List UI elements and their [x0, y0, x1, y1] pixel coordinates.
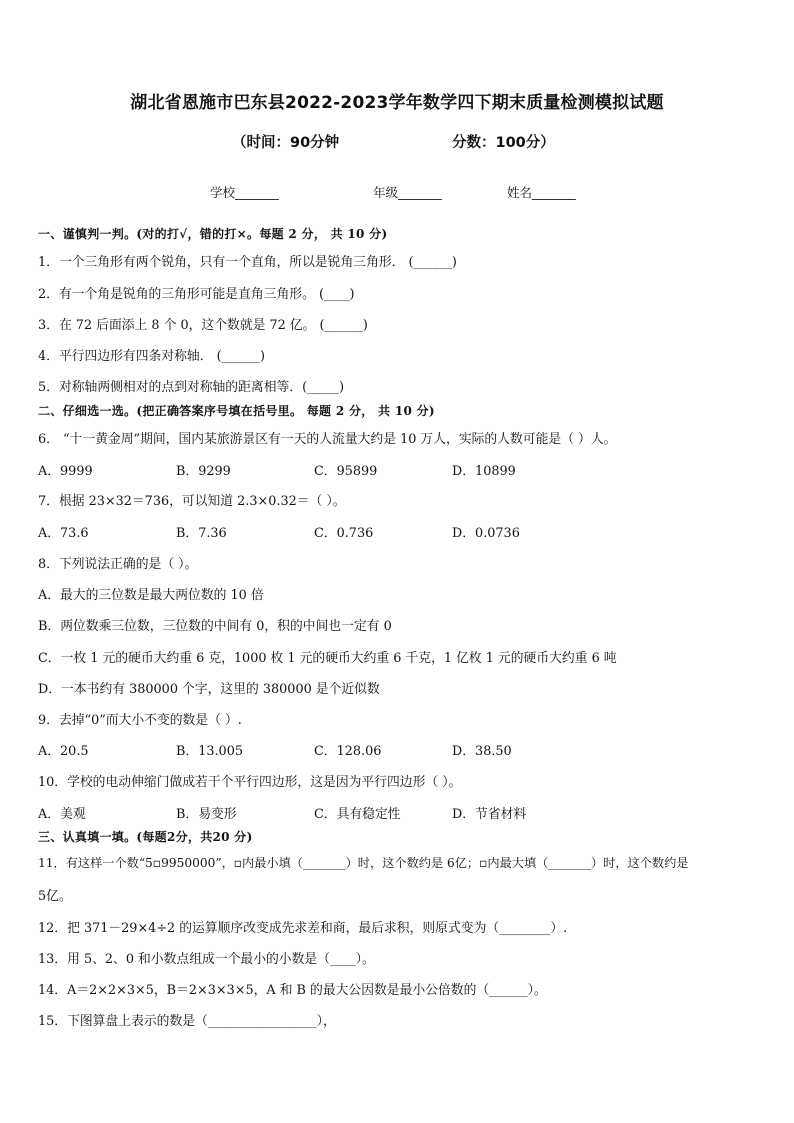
q10-option-b: B．易变形: [176, 807, 237, 822]
q8-option-a: A．最大的三位数是最大两位数的 10 倍: [38, 588, 264, 603]
question-9: 9．去掉“0”而大小不变的数是（ ）.: [38, 713, 242, 728]
question-3: 3．在 72 后面添上 8 个 0，这个数就是 72 亿。 (______): [38, 318, 368, 333]
exam-title: 湖北省恩施市巴东县2022-2023学年数学四下期末质量检测模拟试题: [130, 93, 664, 113]
question-4: 4．平行四边形有四条对称轴． (______): [38, 349, 265, 364]
q7-option-c: C．0.736: [314, 526, 374, 541]
q7-option-b: B．7.36: [176, 526, 227, 541]
section-judge: 一、谨慎判一判。(对的打√，错的打×。每题 2 分， 共 10 分): [38, 227, 388, 241]
q10-option-c: C．具有稳定性: [314, 807, 401, 822]
grade-field: 年级_______: [373, 185, 442, 200]
question-12: 12．把 371－29×4÷2 的运算顺序改变成先求差和商，最后求积，则原式变为（________）.: [38, 921, 568, 936]
section-fill: 三、认真填一填。(每题2分，共20 分): [38, 830, 253, 844]
question-2: 2．有一个角是锐角的三角形可能是直角三角形。 (____): [38, 287, 355, 302]
q9-option-b: B．13.005: [176, 744, 243, 759]
q9-option-c: C．128.06: [314, 744, 382, 759]
exam-score: 分数：100分）: [452, 135, 555, 151]
question-1: 1．一个三角形有两个锐角，只有一个直角，所以是锐角三角形． (______): [38, 255, 457, 270]
q6-option-d: D．10899: [452, 464, 516, 479]
q7-option-d: D．0.0736: [452, 526, 520, 541]
name-field: 姓名_______: [507, 185, 576, 200]
school-field: 学校_______: [210, 185, 279, 200]
question-11: 11．有这样一个数“5▫9950000”，▫内最小填（_______）时，这个数约是 6亿；▫内最大填（_______）时，这个数约是: [38, 856, 689, 870]
q8-option-b: B．两位数乘三位数，三位数的中间有 0，积的中间也一定有 0: [38, 619, 392, 634]
question-15: 15．下图算盘上表示的数是（_________________），: [38, 1014, 336, 1029]
q8-option-c: C．一枚 1 元的硬币大约重 6 克，1000 枚 1 元的硬币大约重 6 千克，1 亿枚 1 元的硬币大约重 6 吨: [38, 651, 617, 666]
question-14: 14．A＝2×2×3×5，B＝2×3×3×5，A 和 B 的最大公因数是最小公倍数的（______）。: [38, 983, 547, 998]
q6-option-a: A．9999: [38, 464, 93, 479]
q9-option-d: D．38.50: [452, 744, 512, 759]
question-8: 8．下列说法正确的是（ ）。: [38, 557, 198, 572]
question-5: 5．对称轴两侧相对的点到对称轴的距离相等．(_____): [38, 380, 345, 395]
question-11-cont: 5亿。: [38, 889, 72, 904]
question-10: 10．学校的电动伸缩门做成若干个平行四边形，这是因为平行四边形（ ）。: [38, 775, 462, 790]
section-choice: 二、仔细选一选。(把正确答案序号填在括号里。 每题 2 分， 共 10 分): [38, 404, 435, 418]
question-7: 7．根据 23×32＝736，可以知道 2.3×0.32＝（ ）。: [38, 494, 346, 509]
q7-option-a: A．73.6: [38, 526, 89, 541]
q6-option-c: C．95899: [314, 464, 378, 479]
question-6: 6． “十一黄金周”期间，国内某旅游景区有一天的人流量大约是 10 万人，实际的人数可能是（ ）人。: [38, 432, 617, 447]
q8-option-d: D．一本书约有 380000 个字，这里的 380000 是个近似数: [38, 682, 380, 697]
q6-option-b: B．9299: [176, 464, 231, 479]
q9-option-a: A．20.5: [38, 744, 89, 759]
question-13: 13．用 5、2、0 和小数点组成一个最小的小数是（____）。: [38, 952, 375, 967]
exam-time: （时间：90分钟: [232, 135, 340, 151]
q10-option-d: D．节省材料: [452, 807, 527, 822]
q10-option-a: A．美观: [38, 807, 86, 822]
